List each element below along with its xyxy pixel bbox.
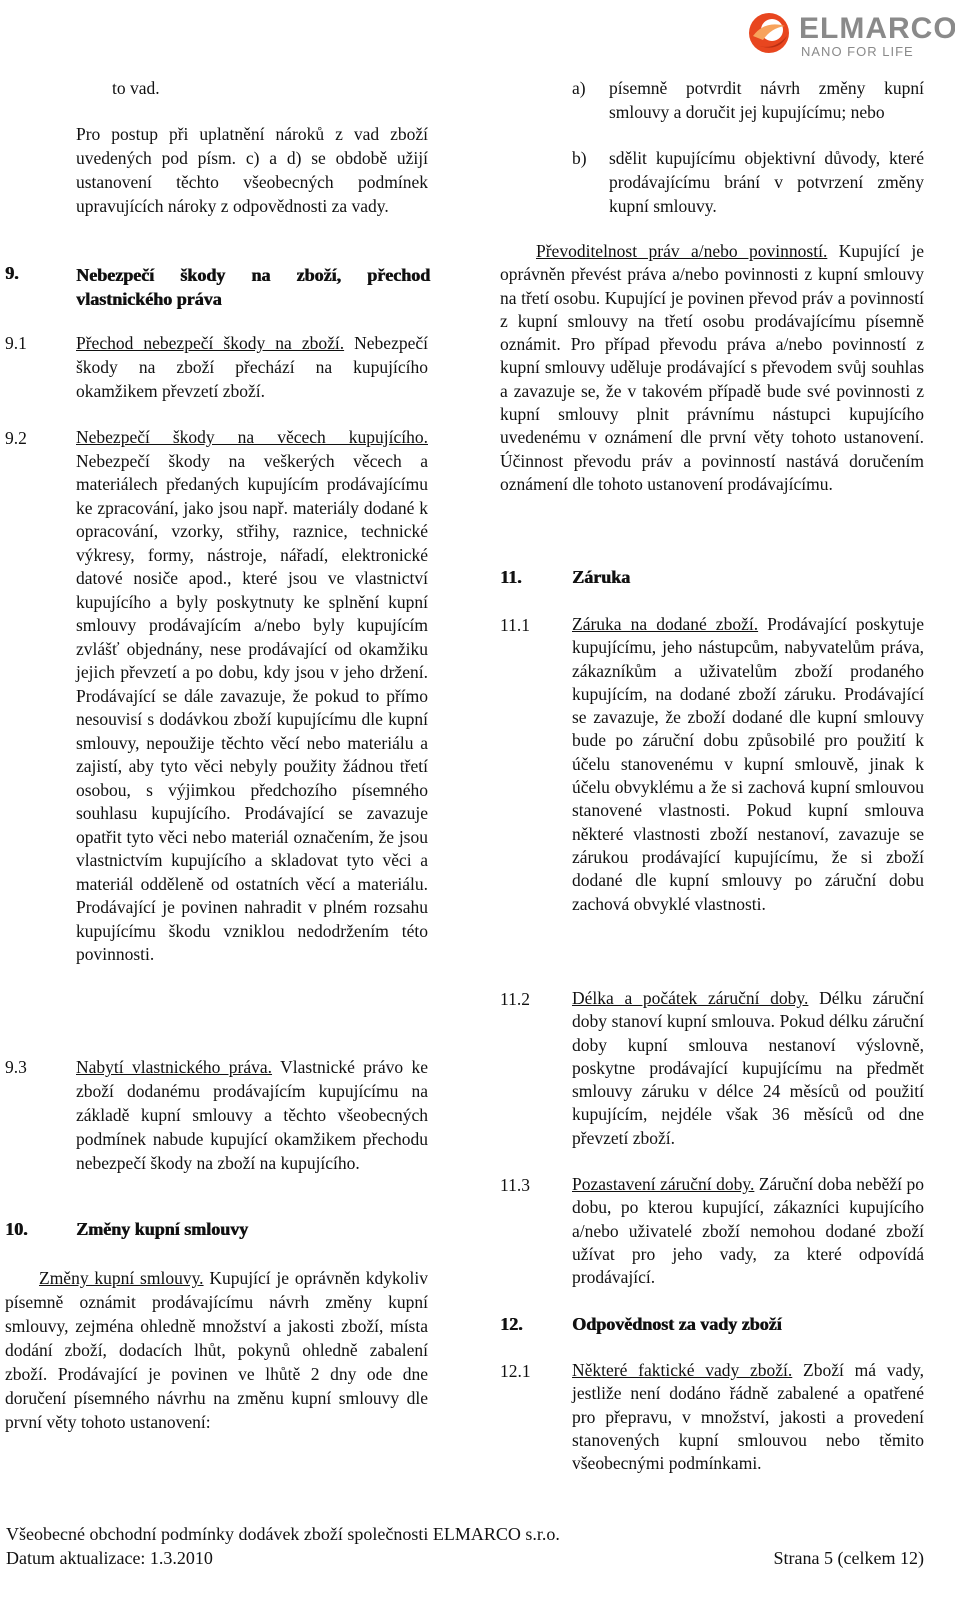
clause-12-1 bbox=[572, 1359, 924, 1475]
intro-tail: to vad. bbox=[112, 78, 160, 98]
transfer-text: Kupující je oprávněn převést práva a/nebo povinnosti z kupní smlouvy na třetí osobu. Kupující je povinen převod práv a povinností z kupní smlouvy na třetí osobu prodávajícímu písemně oznámit. Pro případ převodu práva a/nebo povinností z kupní smlouvy uděluje prodávající s převodem svůj souhlas a zavazuje se, že v takovém případě bude své povinnosti z kupní smlouvy plnit právnímu nástupci kupujícího uvedenému v oznámení dle první věty tohoto ustanovení. Účinnost převodu práv a povinností nastává doručením oznámení dle tohoto ustanovení prodávajícímu. bbox=[500, 241, 924, 494]
section-12-title: Odpovědnost za vady zboží bbox=[572, 1314, 782, 1334]
section-10-title: Změny kupní smlouvy bbox=[76, 1219, 249, 1239]
intro-paragraph: Pro postup při uplatnění nároků z vad zboží uvedených pod písm. c) a d) se obdobě užijí ustanovení těchto všeobecných podmínek upravujících nároky z odpovědnosti za vady. bbox=[76, 124, 428, 216]
clause-9-3-heading: Nabytí vlastnického práva. bbox=[76, 1057, 273, 1077]
section-10-paragraph bbox=[5, 1266, 428, 1434]
section-12-number: 12. bbox=[500, 1314, 523, 1334]
item-a-text: písemně potvrdit návrh změny kupní smlouvy a doručit jej kupujícímu; nebo bbox=[609, 78, 924, 122]
clause-11-3-text: Záruční doba neběží po dobu, po kterou kupující, zákazníci kupujícího a/nebo uživatelé zboží nemohou dodané zboží užívat pro jeho vady, za které odpovídá prodávající. bbox=[572, 1174, 924, 1288]
footer-title: Všeobecné obchodní podmínky dodávek zboží společnosti ELMARCO s.r.o. bbox=[6, 1524, 560, 1544]
clause-9-2-text: Nebezpečí škody na veškerých věcech a materiálech předaných kupujícím prodávajícímu ke zpracování, jako jsou např. materiály dodané k opracování, vzorky, střihy, raznice, technické výkresy, formy, nástroje, nářadí, elektronické datové nosiče apod., které jsou ve vlastnictví kupujícího a byly poskytnuty ke splnění kupní smlouvy prodávajícím a/nebo byly kupujícím zvlášť objednány, nese prodávající od okamžiku jejich převzetí a po dobu, kdy jsou v jeho držení. Prodávající se dále zavazuje, že pokud to přímo nesouvisí s dodávkou zboží kupujícímu dle kupní smlouvy, nepoužije těchto věcí nebo materiálu a zajistí, aby tyto věci nebyly použity žádnou třetí osobou, s výjimkou předchozího písemného souhlasu kupujícího. Prodávající se zavazuje opatřit tyto věci nebo materiál označením, že jsou vlastnictvím kupujícího a skladovat tyto věci a materiál odděleně od ostatních věcí a materiálu. Prodávající je povinen nahradit v plném rozsahu kupujícímu škodu vzniklou nedodržením této povinnosti. bbox=[76, 450, 428, 964]
transfer-paragraph bbox=[500, 240, 924, 496]
section-9-title: Nebezpečí škody na zboží, přechod vlastnického práva bbox=[76, 265, 430, 309]
footer-page-number: Strana 5 (celkem 12) bbox=[773, 1548, 924, 1568]
elmarco-logo bbox=[745, 6, 955, 60]
section-10-heading: Změny kupní smlouvy. bbox=[39, 1268, 204, 1288]
clause-11-3-number: 11.3 bbox=[500, 1175, 530, 1195]
clause-11-2-heading: Délka a počátek záruční doby. bbox=[572, 988, 809, 1008]
clause-11-2 bbox=[572, 987, 924, 1150]
item-a-label: a) bbox=[572, 78, 586, 98]
clause-9-2-heading: Nebezpečí škody na věcech kupujícího. bbox=[76, 427, 428, 447]
clause-11-1-heading: Záruka na dodané zboží. bbox=[572, 614, 759, 634]
clause-9-1 bbox=[76, 331, 428, 403]
clause-11-3-heading: Pozastavení záruční doby. bbox=[572, 1174, 755, 1194]
section-11-title: Záruka bbox=[572, 567, 631, 587]
section-11-number: 11. bbox=[500, 567, 522, 587]
clause-11-2-number: 11.2 bbox=[500, 989, 530, 1009]
clause-12-1-number: 12.1 bbox=[500, 1361, 531, 1381]
logo-tagline: NANO FOR LIFE bbox=[801, 44, 914, 59]
clause-12-1-heading: Některé faktické vady zboží. bbox=[572, 1360, 793, 1380]
item-b-label: b) bbox=[572, 148, 587, 168]
clause-9-3-number: 9.3 bbox=[5, 1057, 27, 1077]
clause-11-3 bbox=[572, 1173, 924, 1289]
clause-11-1-number: 11.1 bbox=[500, 615, 530, 635]
clause-11-1 bbox=[572, 613, 924, 916]
clause-11-1-text: Prodávající poskytuje kupujícímu, jeho nástupcům, nabyvatelům práva, zákazníkům a uživatelům zboží prodaného kupujícím, na dodané zboží záruku. Prodávající se zavazuje, že zboží dodané dle kupní smlouvy bude po záruční dobu způsobilé pro použití k účelu stanovenému v kupní smlouvě, jinak k účelu obvyklému a že si zachová kupní smlouvou stanovené vlastnosti. Pokud kupní smlouva některé vlastnosti zboží nestanoví, zavazuje se zárukou prodávající kupujícímu, že si zboží dodané dle kupní smlouvy po záruční dobu zachová obvyklé vlastnosti. bbox=[572, 614, 924, 914]
clause-9-1-number: 9.1 bbox=[5, 333, 27, 353]
clause-9-2 bbox=[76, 426, 428, 967]
clause-9-1-heading: Přechod nebezpečí škody na zboží. bbox=[76, 333, 345, 353]
section-10-number: 10. bbox=[5, 1219, 28, 1239]
footer-updated: Datum aktualizace: 1.3.2010 bbox=[6, 1548, 213, 1568]
section-9-number: 9. bbox=[5, 263, 19, 283]
clause-9-3 bbox=[76, 1055, 428, 1175]
clause-12-1-text: Zboží má vady, jestliže není dodáno řádně zabalené a opatřené pro přepravu, v množství, jakosti a provedení stanovených kupní smlouvou nebo těmito všeobecnými podmínkami. bbox=[572, 1360, 924, 1474]
logo-wordmark: ELMARCO bbox=[799, 12, 955, 45]
transfer-heading: Převoditelnost práv a/nebo povinností. bbox=[536, 241, 828, 261]
clause-9-1-text: Nebezpečí škody na zboží přechází na kupujícího okamžikem převzetí zboží. bbox=[76, 333, 428, 401]
clause-9-3-text: Vlastnické právo ke zboží dodanému prodávajícím kupujícímu na základě kupní smlouvy a těchto všeobecných podmínek nabude kupující okamžikem přechodu nebezpečí škody na zboží na kupujícího. bbox=[76, 1057, 428, 1173]
clause-11-2-text: Délku záruční doby stanoví kupní smlouva. Pokud délku záruční doby kupní smlouva nestanoví výslovně, poskytne prodávající kupujícímu na předmět smlouvy záruku v délce 24 měsíců od použití kupujícím, nejdéle však 36 měsíců od dne převzetí zboží. bbox=[572, 988, 924, 1148]
item-b-text: sdělit kupujícímu objektivní důvody, které prodávajícímu brání v potvrzení změny kupní smlouvy. bbox=[609, 148, 924, 216]
section-10-text: Kupující je oprávněn kdykoliv písemně oznámit prodávajícímu návrh změny kupní smlouvy, zejména ohledně množství a jakosti zboží, místa dodání zboží, dodacích lhůt, pokynů ohledně zabalení zboží. Prodávající je povinen ve lhůtě 2 dny ode dne doručení písemného návrhu na změnu kupní smlouvy dle první věty tohoto ustanovení: bbox=[5, 1268, 428, 1432]
logo-swirl-icon bbox=[749, 13, 789, 53]
clause-9-2-number: 9.2 bbox=[5, 428, 27, 448]
